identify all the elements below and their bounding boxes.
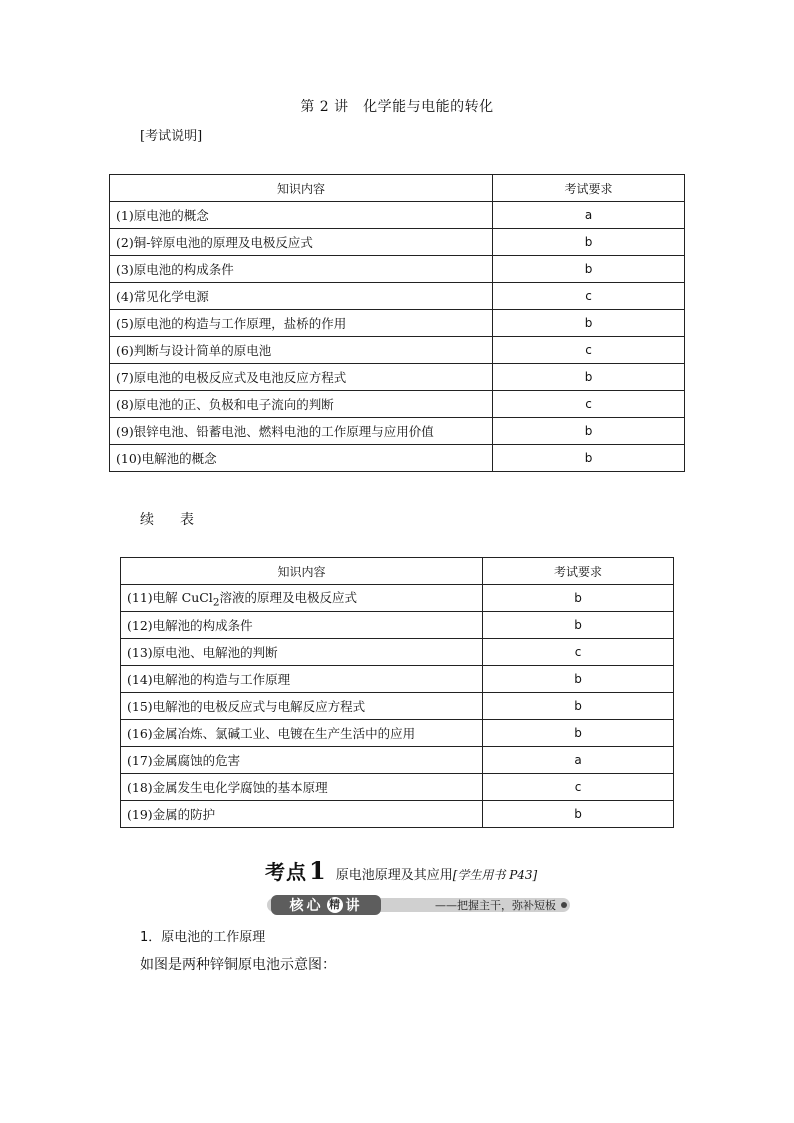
table-row <box>110 283 685 310</box>
kaodian-number: 1 <box>309 856 326 885</box>
banner-label <box>271 895 381 915</box>
header-requirement: 考试要求 <box>483 558 674 585</box>
level-cell: b <box>493 445 685 472</box>
table-row <box>110 418 685 445</box>
banner-slogan: ——把握主干，弥补短板 <box>435 899 556 912</box>
knowledge-cell: (4)常见化学电源 <box>110 283 493 310</box>
table-row <box>110 310 685 337</box>
level-cell: b <box>493 229 685 256</box>
level-cell: b <box>493 256 685 283</box>
level-cell: b <box>493 418 685 445</box>
knowledge-cell: (7)原电池的电极反应式及电池反应方程式 <box>110 364 493 391</box>
level-cell: b <box>483 720 674 747</box>
row11-subscript: 2 <box>212 596 220 609</box>
row11-prefix: (11)电解 CuCl <box>127 589 213 605</box>
table-row <box>110 256 685 283</box>
knowledge-cell: (8)原电池的正、负极和电子流向的判断 <box>110 391 493 418</box>
core-lecture-banner <box>267 895 570 915</box>
level-cell: b <box>483 612 674 639</box>
table-row <box>121 720 674 747</box>
banner-dot-icon <box>561 902 567 908</box>
continued-table-label: 续 表 <box>140 512 200 528</box>
table-row <box>121 666 674 693</box>
header-requirement: 考试要求 <box>493 175 685 202</box>
header-knowledge: 知识内容 <box>121 558 483 585</box>
banner-circle-char: 精 <box>327 897 343 913</box>
level-cell: b <box>483 666 674 693</box>
table-row <box>121 693 674 720</box>
table-row <box>110 229 685 256</box>
table-row <box>110 391 685 418</box>
body-paragraph: 如图是两种锌铜原电池示意图： <box>140 957 336 973</box>
table-row <box>110 337 685 364</box>
banner-label-part1: 核心 <box>289 898 324 914</box>
table-row <box>121 801 674 828</box>
requirements-table-2 <box>120 557 674 828</box>
knowledge-cell: (6)判断与设计简单的原电池 <box>110 337 493 364</box>
level-cell: c <box>483 639 674 666</box>
level-cell: c <box>483 774 674 801</box>
table-row <box>121 612 674 639</box>
row11-suffix: 溶液的原理及电极反应式 <box>219 589 357 605</box>
kaodian-label: 考点 <box>265 860 307 884</box>
knowledge-cell: (1)原电池的概念 <box>110 202 493 229</box>
table-header-row <box>110 175 685 202</box>
table-row <box>121 747 674 774</box>
knowledge-cell: (13)原电池、电解池的判断 <box>121 639 483 666</box>
knowledge-cell: (9)银锌电池、铅蓄电池、燃料电池的工作原理与应用价值 <box>110 418 493 445</box>
knowledge-cell: (19)金属的防护 <box>121 801 483 828</box>
level-cell: a <box>483 747 674 774</box>
knowledge-cell: (2)铜-锌原电池的原理及电极反应式 <box>110 229 493 256</box>
page-title: 第 2 讲 化学能与电能的转化 <box>300 99 494 115</box>
level-cell: b <box>483 801 674 828</box>
header-knowledge: 知识内容 <box>110 175 493 202</box>
level-cell: c <box>493 337 685 364</box>
table-row <box>121 585 674 612</box>
requirements-table-1 <box>109 174 685 472</box>
level-cell: a <box>493 202 685 229</box>
knowledge-cell: (18)金属发生电化学腐蚀的基本原理 <box>121 774 483 801</box>
knowledge-cell: (10)电解池的概念 <box>110 445 493 472</box>
level-cell: b <box>483 585 674 612</box>
knowledge-cell: (12)电解池的构成条件 <box>121 612 483 639</box>
knowledge-cell: (16)金属冶炼、氯碱工业、电镀在生产生活中的应用 <box>121 720 483 747</box>
table-header-row <box>121 558 674 585</box>
table-row <box>121 639 674 666</box>
knowledge-cell: (15)电解池的电极反应式与电解反应方程式 <box>121 693 483 720</box>
level-cell: b <box>493 310 685 337</box>
banner-label-part2: 讲 <box>345 898 363 914</box>
section-topic: 原电池原理及其应用 <box>335 868 453 883</box>
table-row <box>121 774 674 801</box>
subsection-heading: 1．原电池的工作原理 <box>140 930 266 945</box>
exam-note-heading: [考试说明] <box>140 129 203 144</box>
table-row <box>110 202 685 229</box>
table-row <box>110 364 685 391</box>
level-cell: c <box>493 283 685 310</box>
knowledge-cell <box>121 585 483 612</box>
knowledge-cell: (3)原电池的构成条件 <box>110 256 493 283</box>
knowledge-cell: (17)金属腐蚀的危害 <box>121 747 483 774</box>
knowledge-cell: (5)原电池的构造与工作原理，盐桥的作用 <box>110 310 493 337</box>
table-row <box>110 445 685 472</box>
level-cell: b <box>493 364 685 391</box>
level-cell: b <box>483 693 674 720</box>
knowledge-cell: (14)电解池的构造与工作原理 <box>121 666 483 693</box>
book-page-reference: [学生用书 P43] <box>452 868 538 882</box>
section-heading <box>265 856 537 885</box>
level-cell: c <box>493 391 685 418</box>
